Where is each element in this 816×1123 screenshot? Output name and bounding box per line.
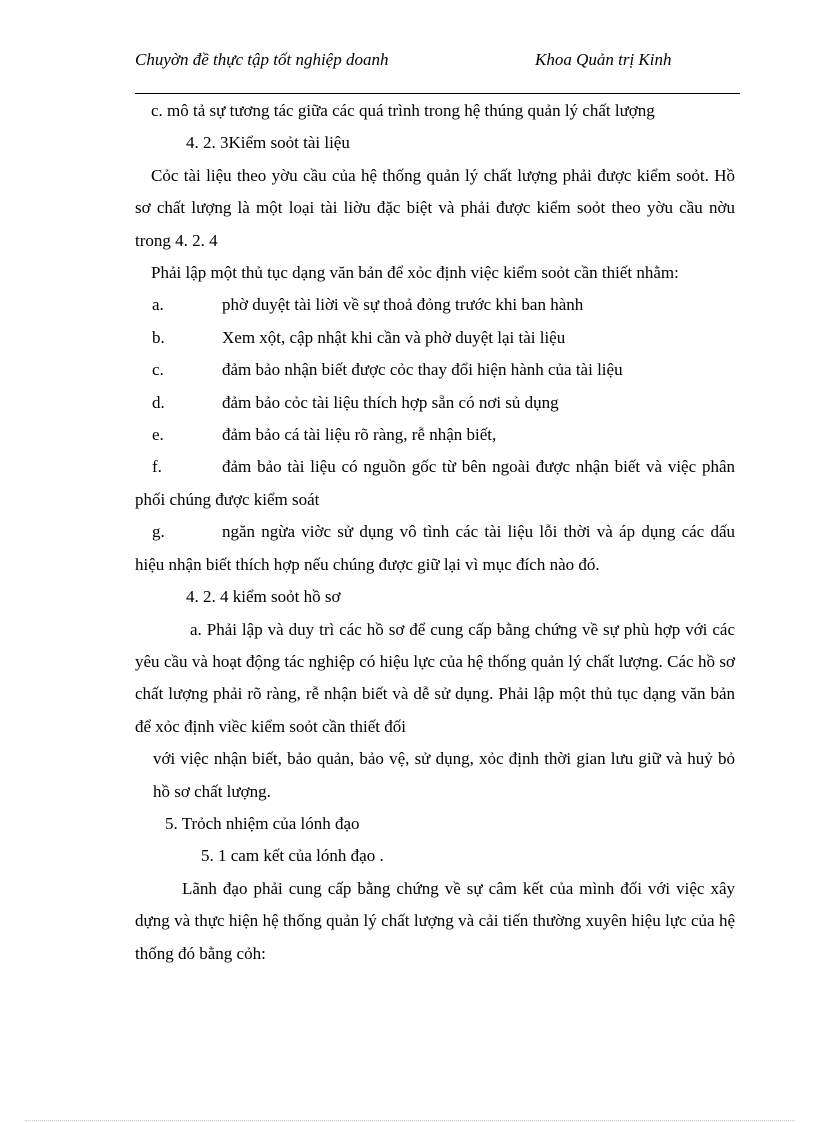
paragraph-document-control: Cỏc tài liệu theo yờu cầu của hệ thống quản lý chất lượng phải được kiểm soỏt. Hồ sơ chất lượng là một loại tài liờu đặc biệt và phải được kiểm soỏt theo yờu cầu nờu trong 4. 2. 4: [135, 165, 735, 250]
header-right-title: Khoa Quản trị Kinh: [535, 50, 672, 69]
list-item-label: e.: [152, 425, 164, 445]
list-item: [135, 387, 735, 419]
section-heading-5-1: 5. 1 cam kết của lónh đạo .: [201, 846, 384, 866]
list-item-label: a.: [152, 295, 164, 315]
paragraph-records-a: a. Phải lập và duy trì các hồ sơ để cung cấp bằng chứng về sự phù hợp với các yêu cầu và hoạt động tác nghiệp có hiệu lực của hệ thống quản lý chất lượng. Các hồ sơ chất lượng phải rõ ràng, rễ nhận biết và dễ sử dụng. Phải lập một thủ tục dạng văn bản để xỏc định viềc kiểm soỏt cần thiết đối: [135, 619, 735, 736]
list-item-text: Xem xột, cập nhật khi cần và phờ duyệt lại tài liệu: [222, 327, 566, 347]
list-item-label: g.: [152, 522, 165, 542]
list-item-label: c.: [152, 360, 164, 380]
list-item-label: f.: [152, 457, 162, 477]
header-left-title: Chuyờn đề thực tập tốt nghiệp doanh: [135, 50, 389, 69]
paragraph-procedure: Phải lập một thủ tục dạng văn bản để xỏc định việc kiểm soỏt cần thiết nhằm:: [151, 263, 679, 283]
list-item-text: đảm bảo tài liệu có nguồn gốc từ bên ngoài được nhận biết và việc phân phối chúng được kiểm soát: [135, 457, 735, 509]
list-item-text: đảm bảo nhận biết được cỏc thay đổi hiện hành của tài liệu: [222, 360, 623, 380]
list-item-text: phờ duyệt tài liời về sự thoả đỏng trước khi ban hành: [222, 295, 584, 315]
list-item-label: b.: [152, 327, 165, 347]
list-item-text: đảm bảo cá tài liệu rõ ràng, rễ nhận biết,: [222, 425, 497, 445]
list-item: [135, 516, 735, 581]
list-item: [135, 289, 735, 321]
header-divider: [135, 93, 740, 94]
section-heading-4-2-3: 4. 2. 3Kiểm soỏt tài liệu: [186, 133, 350, 153]
list-item-text: đảm bảo cỏc tài liệu thích hợp sẵn có nơi sủ dụng: [222, 392, 559, 412]
list-item-text: ngăn ngừa viờc sử dụng vô tình các tài liệu lỗi thời và áp dụng các dấu hiệu nhận biết thích hợp nếu chúng được giữ lại vì mục đích nào đó.: [135, 522, 735, 574]
section-heading-4-2-4: 4. 2. 4 kiểm soỏt hồ sơ: [186, 587, 341, 607]
list-item-label: d.: [152, 392, 165, 412]
paragraph-leadership: Lãnh đạo phải cung cấp bằng chứng về sự câm kết của mình đối với việc xây dựng và thực hiện hệ thống quản lý chất lượng và cải tiến thường xuyên hiệu lực của hệ thống đó bằng cỏh:: [135, 878, 735, 963]
page-bottom-dotted-border: [25, 1120, 795, 1121]
list-item: [135, 322, 735, 354]
list-item: [135, 451, 735, 516]
section-heading-5: 5. Trỏch nhiệm của lónh đạo: [165, 813, 360, 833]
list-item: [135, 354, 735, 386]
list-item: [135, 419, 735, 451]
page-body: [135, 95, 735, 970]
paragraph-item-c: c. mô tả sự tương tác giữa các quá trình trong hệ thúng quản lý chất lượng: [151, 101, 655, 120]
paragraph-records-b: với việc nhận biết, bảo quản, bảo vệ, sử dụng, xỏc định thời gian lưu giữ và huỷ bỏ hồ sơ chất lượng.: [153, 749, 735, 801]
